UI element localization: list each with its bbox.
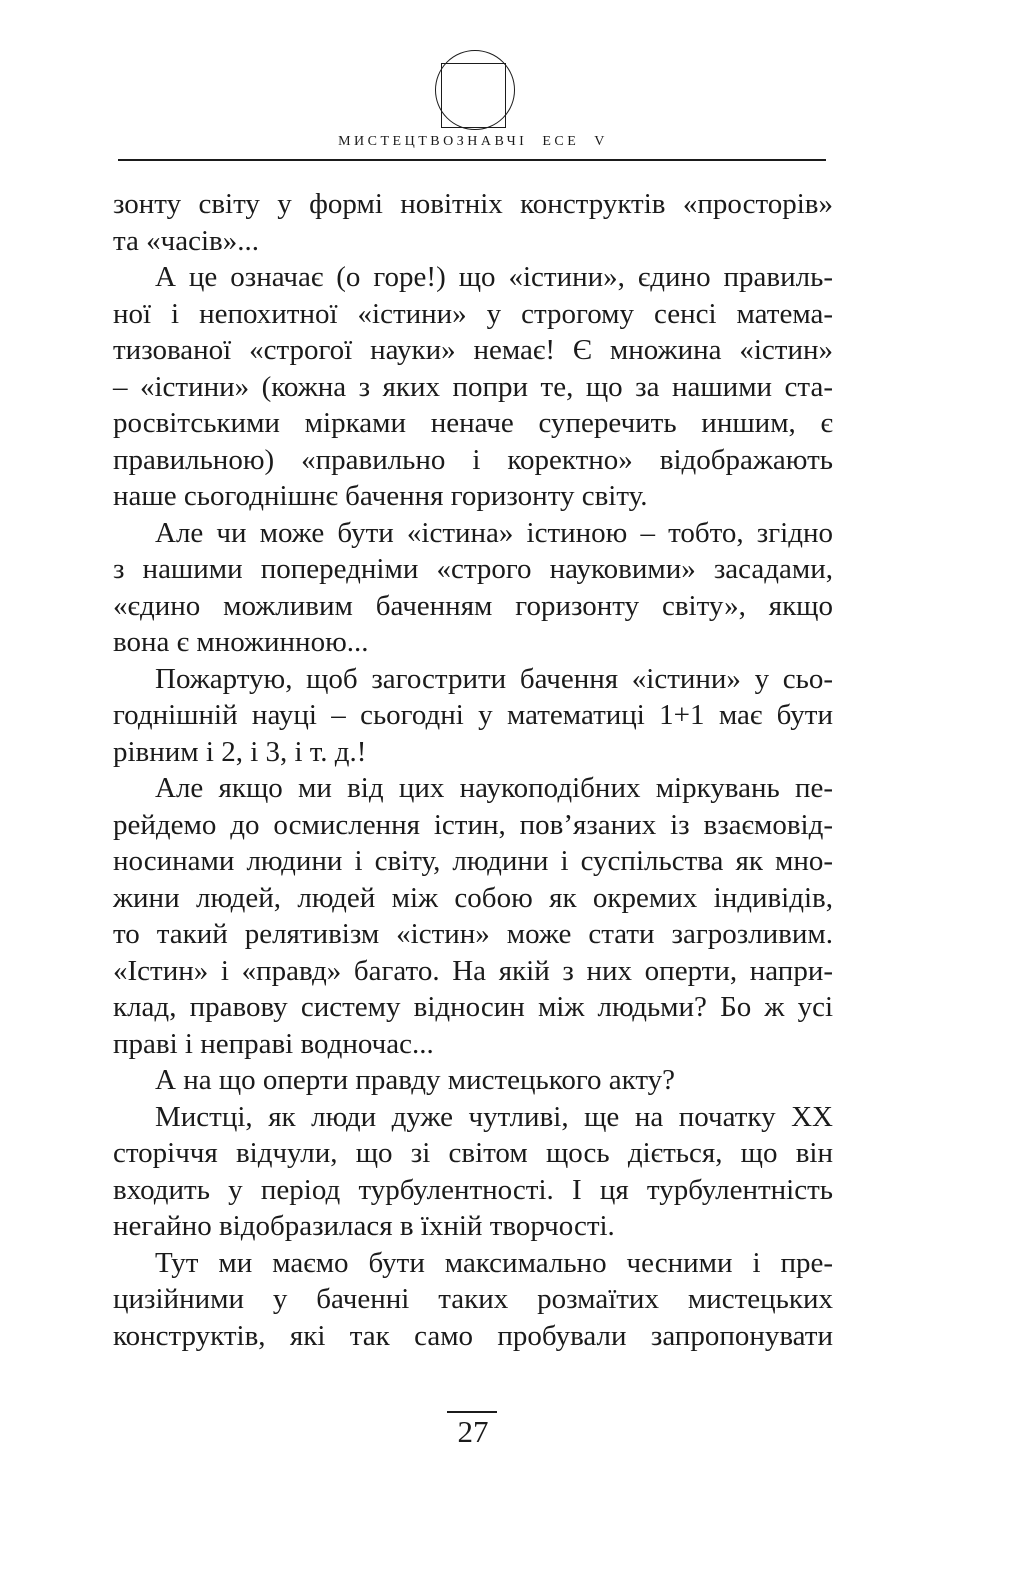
text-line: зонту світу у формі новітніх конструктів «просторів» — [113, 188, 833, 220]
text-line: жини людей, людей між собою як окремих індивідів, — [113, 881, 833, 914]
text-line: входить у період турбулентності. І ця турбулентність — [113, 1173, 833, 1206]
text-line: сторіччя відчули, що зі світом щось діється, що він — [113, 1137, 833, 1169]
text-line: тизованої «строгої науки» немає! Є множина «істин» — [113, 334, 833, 366]
text-line: Але якщо ми від цих наукоподібних міркувань пе- — [155, 772, 833, 804]
body-text-column — [113, 186, 833, 1354]
text-line: вона є множинною... — [113, 626, 369, 658]
text-line: А на що оперти правду мистецького акту? — [155, 1064, 676, 1096]
text-line: рівним і 2, і 3, і т. д.! — [113, 735, 367, 768]
text-line: то такий релятивізм «істин» може стати загрозливим. — [113, 918, 833, 950]
text-line: А це означає (о горе!) що «істини», єдино правиль- — [155, 261, 833, 293]
text-line: годнішній науці – сьогодні у математиці 1+1 має бути — [113, 699, 833, 731]
text-line: Тут ми маємо бути максимально чесними і пре- — [155, 1246, 833, 1279]
text-line: праві і неправі водночас... — [113, 1027, 434, 1060]
running-head-title: МИСТЕЦТВОЗНАВЧІ ЕСЕ V — [338, 134, 608, 149]
text-line: та «часів»... — [113, 224, 259, 257]
text-line: Мистці, як люди дуже чутливі, ще на початку ХХ — [155, 1100, 833, 1133]
text-line: цизійними у баченні таких розмаїтих мистецьких — [113, 1283, 833, 1315]
page-number-overline — [447, 1411, 497, 1413]
text-line: наше сьогоднішнє бачення горизонту світу. — [113, 480, 648, 512]
text-line: негайно відобразилася в їхній творчості. — [113, 1210, 615, 1242]
text-line: з нашими попередніми «строго науковими» засадами, — [113, 553, 833, 585]
text-line: «Істин» і «правд» багато. На якій з них оперти, напри- — [113, 954, 833, 987]
logo-square-shape — [441, 63, 506, 128]
page-number: 27 — [457, 1414, 489, 1449]
text-line: «єдино можливим баченням горизонту світу», якщо — [113, 589, 833, 622]
text-line: Пожартую, щоб загострити бачення «істини» у сьо- — [155, 662, 833, 695]
text-line: носинами людини і світу, людини і суспільства як мно- — [113, 845, 833, 877]
text-line: росвітськими мірками неначе суперечить иншим, є — [113, 407, 833, 439]
text-line: конструктів, які так само пробували запропонувати — [113, 1319, 833, 1352]
text-line: правильною) «правильно і коректно» відображають — [113, 443, 833, 476]
text-line: – «істини» (кожна з яких попри те, що за нашими ста- — [113, 370, 833, 403]
text-line: Але чи може бути «істина» істиною – тобто, згідно — [155, 516, 833, 549]
text-line: клад, правову систему відносин між людьми? Бо ж усі — [113, 991, 833, 1023]
text-line: рейдемо до осмислення істин, пов’язаних із взаємовід- — [113, 808, 833, 841]
header-rule — [118, 159, 826, 161]
text-line: ної і непохитної «істини» у строгому сенсі матема- — [113, 297, 833, 330]
